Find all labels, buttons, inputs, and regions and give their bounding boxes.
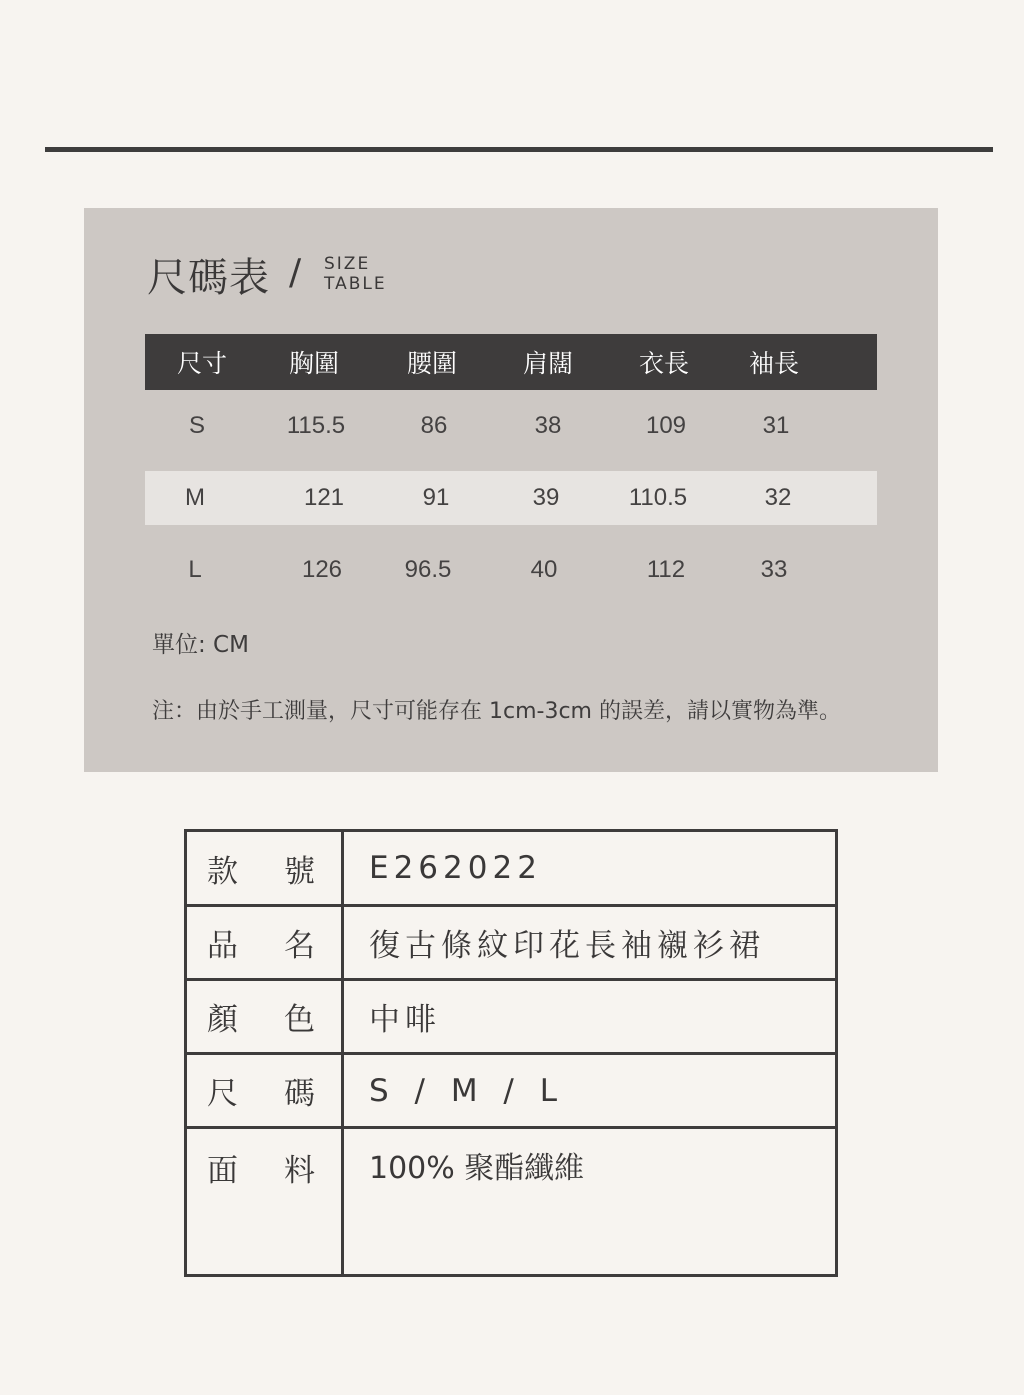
unit-note: 單位: CM (152, 632, 249, 658)
size-chart-panel (84, 208, 938, 772)
info-label-char: 色 (284, 1002, 315, 1038)
length-cell: 112 (646, 556, 686, 583)
style-number-value: E262022 (369, 850, 542, 886)
size-row-s (145, 390, 877, 462)
shoulder-cell: 38 (534, 412, 562, 439)
sleeve-cell: 32 (764, 484, 792, 511)
sizes-value: S / M / L (369, 1072, 565, 1109)
header-chest: 胸圍 (288, 349, 339, 378)
waist-cell: 96.5 (404, 556, 452, 583)
info-label-char: 名 (284, 928, 315, 964)
info-label-char: 碼 (284, 1076, 315, 1112)
info-label-char: 料 (284, 1153, 315, 1189)
info-row-material (187, 1129, 835, 1274)
subtitle-line-1: SIZE (324, 254, 371, 274)
info-label (187, 981, 344, 1052)
subtitle-line-2: TABLE (324, 274, 387, 294)
info-label-char: 尺 (207, 1076, 238, 1112)
info-label (187, 1055, 344, 1126)
info-row-style-number (187, 832, 835, 907)
info-label (187, 907, 344, 978)
product-name-value: 復古條紋印花長袖襯衫裙 (369, 928, 765, 964)
top-divider (45, 147, 993, 152)
chest-cell: 121 (303, 484, 345, 511)
size-row-m (145, 471, 877, 525)
info-label-char: 款 (207, 853, 238, 890)
measurement-remark: 注：由於手工測量，尺寸可能存在 1cm-3cm 的誤差，請以實物為準。 (152, 699, 841, 724)
header-shoulder: 肩闊 (522, 349, 573, 378)
info-label-char: 面 (207, 1153, 238, 1189)
size-chart-title: 尺碼表 (147, 255, 270, 301)
size-table-header (145, 334, 877, 390)
info-row-sizes (187, 1055, 835, 1129)
length-cell: 110.5 (628, 484, 688, 511)
chest-cell: 126 (301, 556, 343, 583)
length-cell: 109 (645, 412, 687, 439)
shoulder-cell: 39 (532, 484, 560, 511)
header-waist: 腰圍 (406, 349, 457, 378)
waist-cell: 86 (420, 412, 448, 439)
product-info-table (184, 829, 838, 1277)
title-separator: / (289, 252, 302, 293)
info-label-char: 號 (284, 853, 315, 890)
material-value: 100% 聚酯纖維 (369, 1151, 585, 1186)
size-cell: L (188, 556, 202, 583)
color-value: 中啡 (369, 1002, 441, 1038)
info-label (187, 832, 344, 904)
size-cell: M (185, 484, 205, 511)
info-label-char: 品 (207, 928, 238, 964)
chest-cell: 115.5 (286, 412, 346, 439)
header-size: 尺寸 (176, 349, 227, 378)
size-table (145, 334, 877, 606)
info-label-char: 顏 (207, 1002, 238, 1038)
size-row-l (145, 534, 877, 606)
sleeve-cell: 33 (760, 556, 788, 583)
size-cell: S (188, 412, 205, 439)
waist-cell: 91 (422, 484, 450, 511)
info-row-color (187, 981, 835, 1055)
info-label (187, 1129, 344, 1274)
header-length: 衣長 (638, 349, 689, 378)
shoulder-cell: 40 (530, 556, 558, 583)
info-row-product-name (187, 907, 835, 981)
sleeve-cell: 31 (762, 412, 790, 439)
header-sleeve: 袖長 (748, 349, 799, 378)
size-chart-subtitle (324, 254, 387, 294)
